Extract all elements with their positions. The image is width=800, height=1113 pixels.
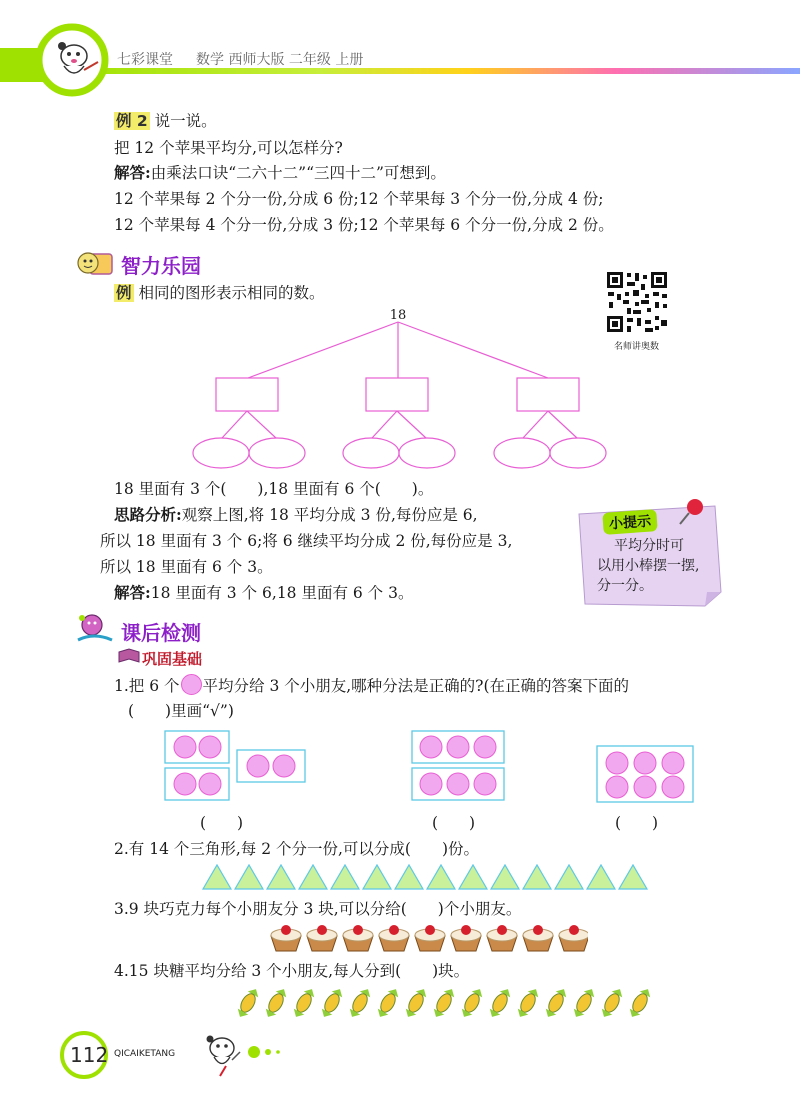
- q1-text-c: ( )里画“√”): [128, 702, 234, 720]
- q1-text-b: 平均分给 3 个小朋友,哪种分法是正确的?(在正确的答案下面的: [202, 677, 630, 695]
- puzzle-answer-label: 解答:: [114, 583, 151, 602]
- puzzle-example-tag: 例: [116, 284, 132, 302]
- example2-line2: 12 个苹果每 4 个分一份,分成 3 份;12 个苹果每 6 个分一份,分成 2 份。: [114, 216, 614, 234]
- puzzle-analysis-label: 思路分析:: [114, 505, 182, 524]
- triangles-figure: [200, 862, 660, 892]
- tip-line1: 平均分时可: [614, 538, 684, 554]
- pink-circle-icon: [181, 674, 202, 695]
- q1-text-row: [114, 674, 629, 697]
- puzzle-question: 18 里面有 3 个( ),18 里面有 6 个( )。: [114, 480, 434, 498]
- example2-answer-row: [114, 162, 446, 184]
- puzzle-section-title: 智力乐园: [121, 254, 201, 278]
- pushpin-icon: [675, 496, 709, 530]
- example2-answer-label: 解答:: [114, 163, 151, 182]
- q2-text: 2.有 14 个三角形,每 2 个分一份,可以分成( )份。: [114, 840, 480, 858]
- q1-answer-box-b[interactable]: ( ): [432, 814, 476, 832]
- mascot-icon: [44, 34, 104, 90]
- puzzle-example-text: 相同的图形表示相同的数。: [138, 284, 325, 302]
- tree-oval-3: [343, 438, 399, 468]
- example2-heading: 说一说。: [154, 112, 217, 130]
- example2-answer-intro: 由乘法口诀“二六十二”“三四十二”可想到。: [150, 164, 446, 182]
- tree-oval-1: [193, 438, 249, 468]
- tree-box-1: [216, 378, 278, 411]
- puzzle-section-icon: [74, 246, 116, 280]
- q1-answer-box-a[interactable]: ( ): [200, 814, 244, 832]
- puzzle-example-row: [114, 282, 324, 304]
- qr-caption: 名师讲奥数: [614, 342, 660, 352]
- puzzle-analysis-2: 所以 18 里面有 3 个 6;将 6 继续平均分成 2 份,每份应是 3,: [100, 532, 513, 550]
- footer-mascot-icon: [196, 1030, 286, 1080]
- tip-line3: 分一分。: [597, 578, 653, 594]
- example2-tag: 例 2: [116, 112, 148, 130]
- page-number: 112: [70, 1043, 109, 1067]
- practice-section-icon: [74, 610, 118, 646]
- practice-section-title: 课后检测: [121, 621, 201, 645]
- tree-box-2: [366, 378, 428, 411]
- q1-options-figure: [160, 728, 700, 808]
- candies-figure: [232, 986, 652, 1020]
- tree-branch-left: [248, 322, 398, 378]
- example2-question: 把 12 个苹果平均分,可以怎样分?: [114, 139, 343, 157]
- puzzle-analysis-1: 观察上图,将 18 平均分成 3 份,每份应是 6,: [181, 506, 478, 524]
- tree-oval-6: [550, 438, 606, 468]
- tree-diagram: [180, 305, 620, 475]
- tip-line2: 以用小棒摆一摆,: [597, 558, 700, 574]
- tree-oval-5: [494, 438, 550, 468]
- tree-box-3: [517, 378, 579, 411]
- q1-text-a: 1.把 6 个: [114, 677, 180, 695]
- header-series: 七彩课堂: [117, 52, 173, 68]
- footer-brand: QICAIKETANG: [114, 1049, 176, 1059]
- tree-oval-4: [399, 438, 455, 468]
- example2-line1: 12 个苹果每 2 个分一份,分成 6 份;12 个苹果每 3 个分一份,分成 4 份;: [114, 190, 604, 208]
- tree-oval-2: [249, 438, 305, 468]
- puzzle-analysis-row1: [114, 504, 478, 526]
- tree-branch-right: [398, 322, 548, 378]
- tree-root-label: 18: [389, 308, 407, 323]
- tip-title: 小提示: [602, 509, 657, 535]
- puzzle-answer: 18 里面有 3 个 6,18 里面有 6 个 3。: [150, 584, 414, 602]
- book-icon: [117, 648, 141, 664]
- puzzle-answer-row: [114, 582, 413, 604]
- puzzle-analysis-3: 所以 18 里面有 6 个 3。: [100, 558, 273, 576]
- chocolates-figure: [268, 922, 588, 954]
- q3-text: 3.9 块巧克力每个小朋友分 3 块,可以分给( )个小朋友。: [114, 900, 522, 918]
- q4-text: 4.15 块糖平均分给 3 个小朋友,每人分到( )块。: [114, 962, 470, 980]
- q1-answer-box-c[interactable]: ( ): [615, 814, 659, 832]
- example2-heading-row: [114, 110, 217, 132]
- practice-sub-title: 巩固基础: [142, 650, 203, 668]
- header-subject: 数学 西师大版 二年级 上册: [196, 52, 364, 68]
